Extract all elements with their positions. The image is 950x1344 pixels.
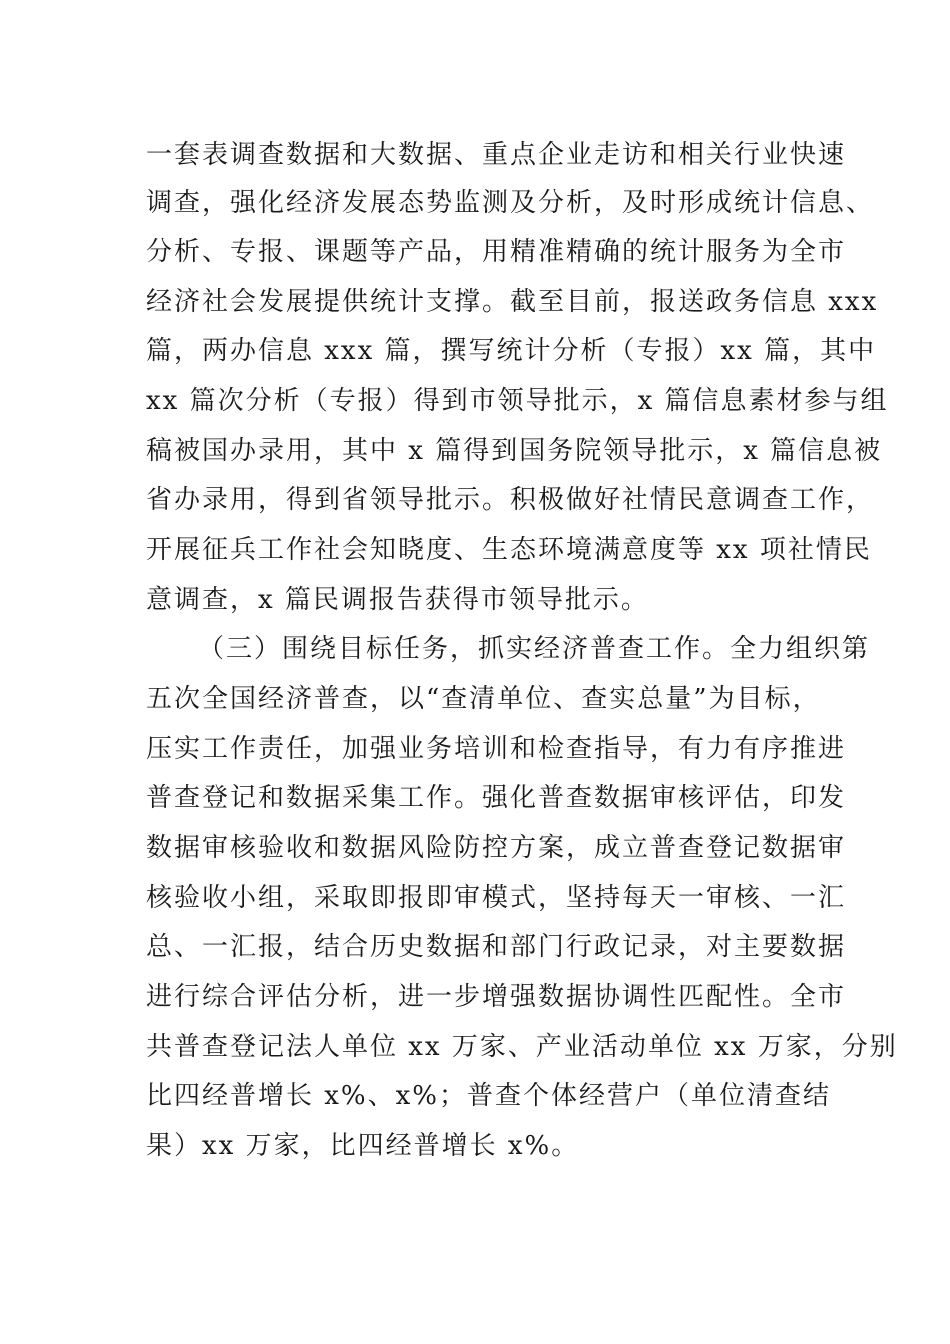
text-line: 分析、专报、课题等产品，用精准精确的统计服务为全市 [146,237,847,267]
text-line: 稿被国办录用，其中 x 篇得到国务院领导批示，x 篇信息被 [146,436,883,466]
text-line: 篇，两办信息 xxx 篇，撰写统计分析（专报）xx 篇，其中 [146,336,877,366]
text-line: 一套表调查数据和大数据、重点企业走访和相关行业快速 [146,140,847,170]
text-line: 经济社会发展提供统计支撑。截至目前，报送政务信息 xxx [146,287,879,317]
text-line: xx 篇次分析（专报）得到市领导批示，x 篇信息素材参与组 [146,386,889,416]
text-line: 果）xx 万家，比四经普增长 x%。 [146,1131,580,1161]
text-line: 压实工作责任，加强业务培训和检查指导，有力有序推进 [146,734,847,764]
text-line: 核验收小组，采取即报即审模式，坚持每天一审核、一汇 [146,883,847,913]
text-line: 数据审核验收和数据风险防控方案，成立普查登记数据审 [146,833,847,863]
text-line: 进行综合评估分析，进一步增强数据协调性匹配性。全市 [146,982,847,1012]
text-line: 总、一汇报，结合历史数据和部门行政记录，对主要数据 [146,932,847,962]
text-line: 调查，强化经济发展态势监测及分析，及时形成统计信息、 [146,188,875,218]
text-line: 共普查登记法人单位 xx 万家、产业活动单位 xx 万家，分别 [146,1032,898,1062]
text-line: 开展征兵工作社会知晓度、生态环境满意度等 xx 项社情民 [146,535,872,565]
text-line: 普查登记和数据采集工作。强化普查数据审核评估，印发 [146,783,847,813]
text-line: 意调查，x 篇民调报告获得市领导批示。 [146,585,649,615]
section-heading-line: （三）围绕目标任务，抓实经济普查工作。全力组织第 [198,634,871,664]
text-line: 五次全国经济普查，以“查清单位、查实总量”为目标， [146,684,821,714]
text-line: 省办录用，得到省领导批示。积极做好社情民意调查工作， [146,485,875,515]
text-line: 比四经普增长 x%、x%；普查个体经营户（单位清查结 [146,1081,832,1111]
